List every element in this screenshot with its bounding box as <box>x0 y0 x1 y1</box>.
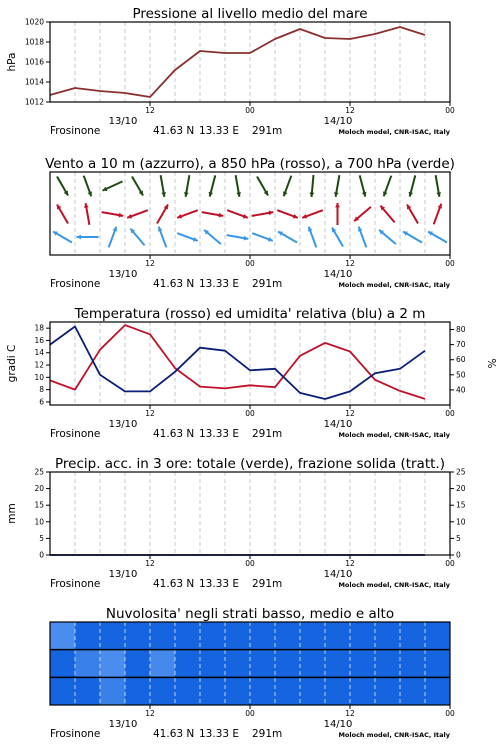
cloud-cell <box>200 650 226 678</box>
temperature-ylabel: gradi C <box>6 344 18 383</box>
cloud-cell <box>275 677 301 705</box>
clouds-xtick-label: 00 <box>445 709 455 718</box>
precip-ytick-label: 5 <box>39 533 44 543</box>
cloud-cell <box>400 622 426 650</box>
cloud-cell <box>125 650 151 678</box>
temperature-station: Frosinone <box>50 428 101 440</box>
temperature-date-label: 14/10 <box>323 419 353 430</box>
precip-ytick-label: 0 <box>39 550 44 560</box>
cloud-cell <box>350 650 376 678</box>
precip-credit: Moloch model, CNR-ISAC, Italy <box>338 581 450 589</box>
wind-arrow-10 <box>403 232 422 243</box>
clouds-date-label: 14/10 <box>323 719 353 730</box>
precip-right-ytick-label: 25 <box>456 467 466 477</box>
wind-lat: 41.63 N <box>153 278 195 290</box>
clouds-lat: 41.63 N <box>153 728 195 740</box>
clouds-alt: 291m <box>252 728 283 740</box>
precip-alt: 291m <box>252 578 283 590</box>
wind-lon: 13.33 E <box>199 278 240 290</box>
cloud-cell <box>400 677 426 705</box>
pressure-credit: Moloch model, CNR-ISAC, Italy <box>338 128 450 136</box>
precip-xtick-label: 12 <box>145 559 155 568</box>
wind-arrow-700 <box>57 177 68 196</box>
cloud-cell <box>425 650 451 678</box>
wind-arrow-10 <box>227 235 249 240</box>
wind-arrow-10 <box>130 229 144 246</box>
cloud-cell <box>350 677 376 705</box>
temperature-ytick-label: 18 <box>34 323 44 333</box>
pressure-xtick-label: 12 <box>145 106 155 115</box>
cloud-cell <box>250 650 276 678</box>
cloud-cell <box>225 622 251 650</box>
temperature-ytick-label: 10 <box>34 372 44 382</box>
cloud-cell <box>125 677 151 705</box>
clouds-title: Nuvolosita' negli strati basso, medio e alto <box>105 606 395 622</box>
wind-arrow-700 <box>383 176 391 197</box>
cloud-cell <box>125 622 151 650</box>
wind-xtick-label: 00 <box>245 259 255 268</box>
wind-arrow-10 <box>158 227 166 248</box>
temperature-lon: 13.33 E <box>199 428 240 440</box>
wind-arrow-10 <box>332 228 343 247</box>
pressure-ytick-label: 1012 <box>24 97 44 107</box>
cloud-cell <box>100 622 126 650</box>
wind-arrow-850 <box>57 205 68 224</box>
cloud-cell <box>50 622 76 650</box>
temperature-title: Temperatura (rosso) ed umidita' relativa (blu) a 2 m <box>74 306 426 322</box>
wind-arrow-700 <box>257 177 268 196</box>
clouds-credit: Moloch model, CNR-ISAC, Italy <box>338 731 450 739</box>
precip-xtick-label: 00 <box>445 559 455 568</box>
wind-arrow-700 <box>84 176 92 197</box>
wind-arrow-head <box>77 235 81 240</box>
wind-arrow-850 <box>302 210 323 218</box>
pressure-ytick-label: 1020 <box>24 17 44 27</box>
clouds-xtick-label: 12 <box>345 709 355 718</box>
wind-arrow-10 <box>379 230 396 244</box>
cloud-cell <box>300 677 326 705</box>
cloud-cell <box>375 677 401 705</box>
precip-right-ytick-label: 5 <box>456 533 461 543</box>
wind-arrow-10 <box>109 227 117 248</box>
wind-arrow-10 <box>278 232 297 243</box>
cloud-cell <box>225 650 251 678</box>
clouds-xtick-label: 12 <box>145 709 155 718</box>
pressure-ylabel: hPa <box>6 52 18 72</box>
temperature-ytick-label: 8 <box>39 385 44 395</box>
cloud-cell <box>325 677 351 705</box>
temperature-ytick-label: 16 <box>34 335 44 345</box>
pressure-date-label: 13/10 <box>108 116 138 127</box>
temperature-xtick-label: 12 <box>345 409 355 418</box>
wind-alt: 291m <box>252 278 283 290</box>
wind-arrow-10 <box>177 233 198 241</box>
wind-arrow-700 <box>409 175 416 196</box>
wind-xtick-label: 12 <box>145 259 155 268</box>
pressure-ytick-label: 1014 <box>24 77 44 87</box>
cloud-cell <box>175 677 201 705</box>
cloud-cell <box>50 677 76 705</box>
wind-arrow-850 <box>380 206 394 223</box>
wind-arrow-10 <box>428 232 447 243</box>
temperature-ytick-label: 12 <box>34 360 44 370</box>
precip-lat: 41.63 N <box>153 578 195 590</box>
wind-arrow-850 <box>177 210 198 218</box>
cloud-cell <box>200 622 226 650</box>
humidity-ytick-label: 60 <box>456 355 466 365</box>
cloud-cell <box>175 622 201 650</box>
cloud-cell <box>75 650 101 678</box>
temperature-alt: 291m <box>252 428 283 440</box>
cloud-cell <box>100 650 126 678</box>
cloud-cell <box>375 622 401 650</box>
cloud-cell <box>275 622 301 650</box>
wind-arrow-10 <box>77 235 99 240</box>
wind-xtick-label: 00 <box>445 259 455 268</box>
temperature-ytick-label: 14 <box>34 348 44 358</box>
temperature-xtick-label: 12 <box>145 409 155 418</box>
temperature-credit: Moloch model, CNR-ISAC, Italy <box>338 431 450 439</box>
cloud-cell <box>50 650 76 678</box>
cloud-cell <box>150 677 176 705</box>
pressure-xtick-label: 12 <box>345 106 355 115</box>
pressure-lon: 13.33 E <box>199 125 240 137</box>
pressure-xtick-label: 00 <box>245 106 255 115</box>
wind-arrow-700 <box>360 175 367 196</box>
clouds-station: Frosinone <box>50 728 101 740</box>
precip-ytick-label: 15 <box>34 500 44 510</box>
precip-right-ytick-label: 20 <box>456 484 466 494</box>
wind-title: Vento a 10 m (azzurro), a 850 hPa (rosso), a 700 hPa (verde) <box>45 156 455 172</box>
wind-arrow-850 <box>354 207 371 221</box>
wind-arrow-700 <box>103 181 123 191</box>
cloud-cell <box>100 677 126 705</box>
wind-arrow-10 <box>204 230 221 244</box>
precip-right-ytick-label: 0 <box>456 550 461 560</box>
cloud-cell <box>75 677 101 705</box>
wind-arrow-850 <box>84 203 89 225</box>
precip-ylabel: mm <box>6 503 18 524</box>
wind-arrow-700 <box>161 175 166 197</box>
cloud-cell <box>325 650 351 678</box>
precip-date-label: 14/10 <box>323 569 353 580</box>
precip-ytick-label: 25 <box>34 467 44 477</box>
clouds-date-label: 13/10 <box>108 719 138 730</box>
temperature-xtick-label: 00 <box>245 409 255 418</box>
cloud-cell <box>400 650 426 678</box>
temperature-xtick-label: 00 <box>445 409 455 418</box>
wind-arrow-10 <box>308 227 316 248</box>
pressure-station: Frosinone <box>50 125 101 137</box>
cloud-cell <box>250 622 276 650</box>
cloud-cell <box>75 622 101 650</box>
pressure-xtick-label: 00 <box>445 106 455 115</box>
temperature-date-label: 13/10 <box>108 419 138 430</box>
pressure-alt: 291m <box>252 125 283 137</box>
cloud-cell <box>250 677 276 705</box>
wind-arrow-10 <box>358 227 366 248</box>
cloud-cell <box>350 622 376 650</box>
wind-arrow-10 <box>53 232 72 243</box>
precip-ytick-label: 20 <box>34 484 44 494</box>
cloud-cell <box>175 650 201 678</box>
wind-arrow-850 <box>277 210 298 218</box>
wind-arrow-850 <box>252 211 274 216</box>
wind-arrow-850 <box>434 204 442 225</box>
temperature-lat: 41.63 N <box>153 428 195 440</box>
temperature-series <box>50 325 425 399</box>
wind-date-label: 14/10 <box>323 269 353 280</box>
wind-arrow-700 <box>436 175 441 197</box>
wind-arrow-850 <box>407 205 418 224</box>
wind-arrow-700 <box>334 175 339 197</box>
pressure-series <box>50 27 425 97</box>
precip-xtick-label: 12 <box>345 559 355 568</box>
precip-ytick-label: 10 <box>34 517 44 527</box>
wind-arrow-head <box>310 192 315 197</box>
wind-arrow-850 <box>202 212 224 217</box>
pressure-ytick-label: 1018 <box>24 37 44 47</box>
wind-arrow-850 <box>157 205 168 224</box>
precip-right-ytick-label: 15 <box>456 500 466 510</box>
cloud-cell <box>300 622 326 650</box>
pressure-ytick-label: 1016 <box>24 57 44 67</box>
cloud-cell <box>425 677 451 705</box>
wind-arrow-700 <box>209 175 216 196</box>
wind-date-label: 13/10 <box>108 269 138 280</box>
precip-lon: 13.33 E <box>199 578 240 590</box>
humidity-ytick-label: 80 <box>456 325 466 335</box>
wind-arrow-10 <box>252 233 273 241</box>
wind-arrow-850 <box>335 203 340 225</box>
wind-arrow-head <box>335 203 340 207</box>
clouds-xtick-label: 00 <box>245 709 255 718</box>
precip-date-label: 13/10 <box>108 569 138 580</box>
humidity-series <box>50 327 425 400</box>
cloud-cell <box>375 650 401 678</box>
wind-credit: Moloch model, CNR-ISAC, Italy <box>338 281 450 289</box>
humidity-ytick-label: 70 <box>456 340 466 350</box>
pressure-lat: 41.63 N <box>153 125 195 137</box>
precip-xtick-label: 00 <box>245 559 255 568</box>
cloud-cell <box>225 677 251 705</box>
precip-title: Precip. acc. in 3 ore: totale (verde), frazione solida (tratt.) <box>55 456 445 472</box>
pressure-title: Pressione al livello medio del mare <box>132 6 368 22</box>
cloud-cell <box>150 650 176 678</box>
wind-arrow-700 <box>132 177 143 196</box>
clouds-lon: 13.33 E <box>199 728 240 740</box>
cloud-cell <box>425 622 451 650</box>
wind-station: Frosinone <box>50 278 101 290</box>
pressure-date-label: 14/10 <box>323 116 353 127</box>
cloud-cell <box>300 650 326 678</box>
humidity-ylabel: % <box>485 358 497 369</box>
humidity-ytick-label: 40 <box>456 385 466 395</box>
precip-right-ytick-label: 10 <box>456 517 466 527</box>
wind-arrow-700 <box>283 176 291 197</box>
wind-arrow-700 <box>184 175 189 197</box>
cloud-cell <box>325 622 351 650</box>
wind-arrow-700 <box>236 175 241 197</box>
wind-arrow-850 <box>102 212 124 217</box>
wind-arrow-700 <box>310 175 315 197</box>
cloud-cell <box>275 650 301 678</box>
cloud-cell <box>200 677 226 705</box>
precip-station: Frosinone <box>50 578 101 590</box>
wind-xtick-label: 12 <box>345 259 355 268</box>
cloud-cell <box>150 622 176 650</box>
temperature-ytick-label: 6 <box>39 397 44 407</box>
wind-arrow-850 <box>227 210 248 218</box>
pressure-plot-border <box>50 22 450 102</box>
humidity-ytick-label: 50 <box>456 370 466 380</box>
wind-arrow-850 <box>127 210 148 218</box>
